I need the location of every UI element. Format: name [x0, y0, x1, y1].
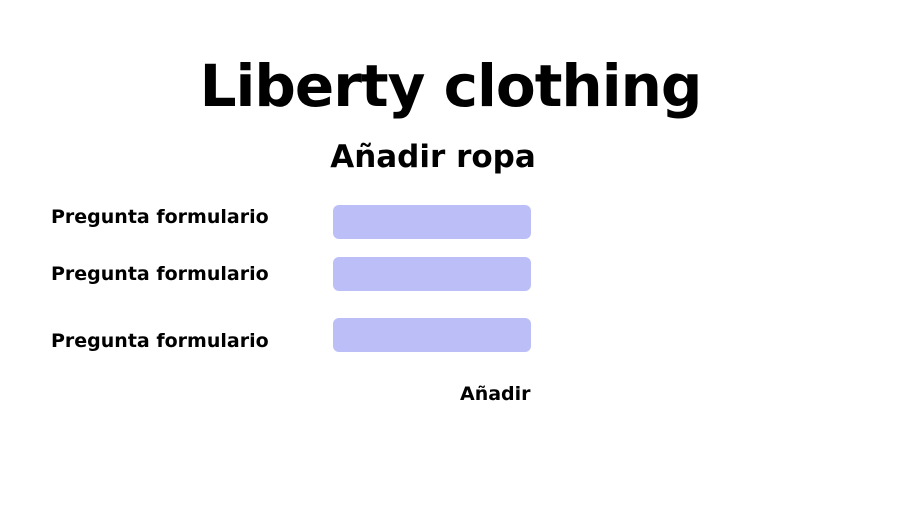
field-input-3[interactable]	[333, 318, 531, 352]
field-label-2: Pregunta formulario	[51, 263, 269, 285]
field-label-3: Pregunta formulario	[51, 330, 269, 352]
app-title: Liberty clothing	[199, 52, 702, 120]
field-input-2[interactable]	[333, 257, 531, 291]
add-button[interactable]: Añadir	[452, 380, 539, 408]
field-label-1: Pregunta formulario	[51, 206, 269, 228]
page-title: Añadir ropa	[330, 139, 536, 175]
field-input-1[interactable]	[333, 205, 531, 239]
